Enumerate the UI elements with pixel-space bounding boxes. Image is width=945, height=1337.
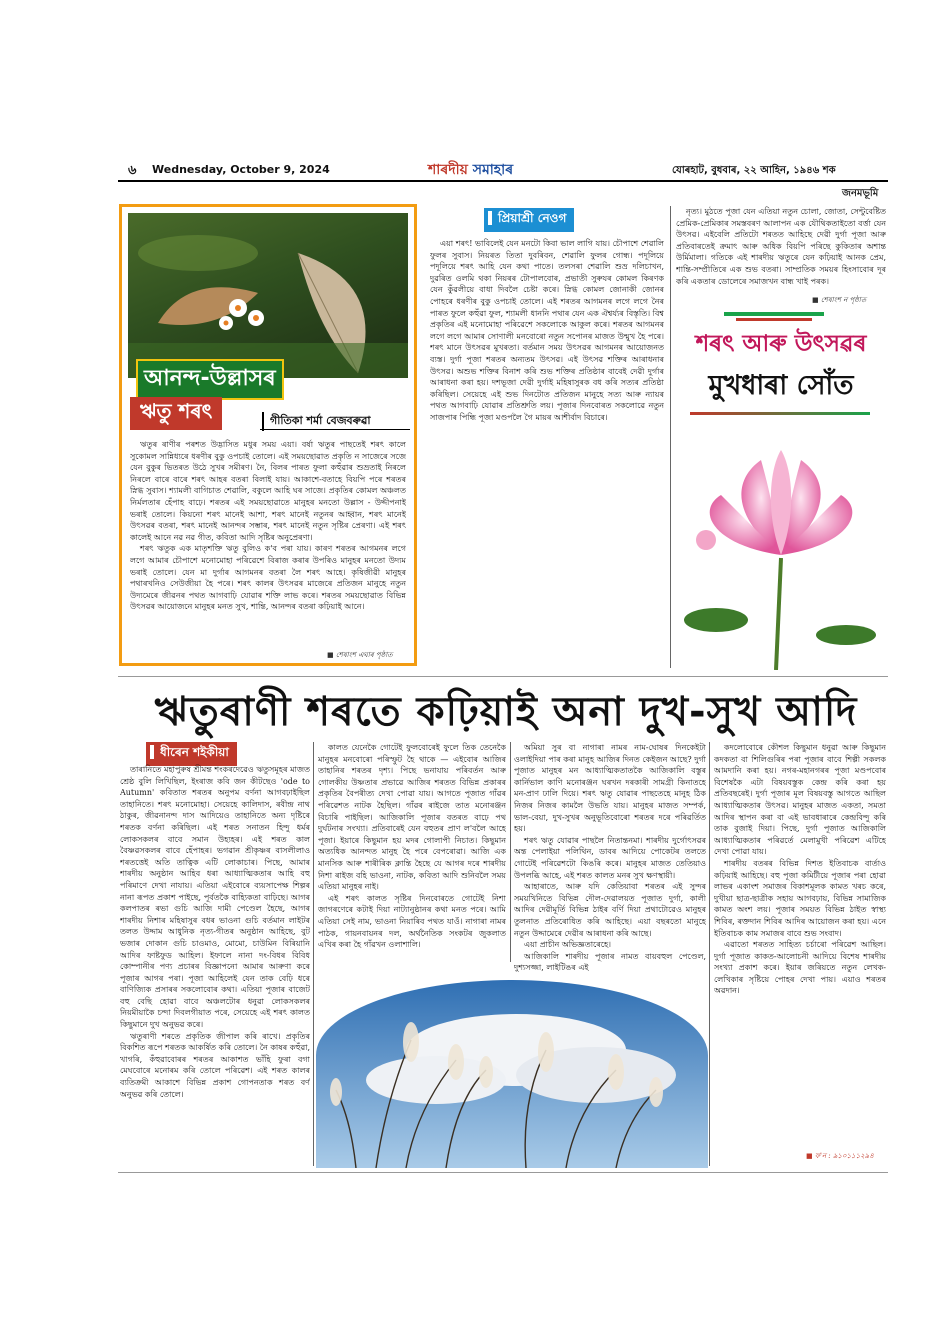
col3-para1: অমিয়া সুৰ বা নাগাৰা নামৰ নাম-ঘোষৰ দিনকেইটা ওলাইদিয়া পাৰ কৰা মানুহ আজিৰ দিনত কেইজন আছে? দুৰ্গা পূজাত মানুহৰ মন আধ্যাত্মিকতাতকৈ আজিকালি বস্তুৰ কাৰ্নিভাল কাণি মনোৰঞ্জন ঘৰখন দৰকাৰী সামগ্ৰী কিনাতহে মন-প্ৰাণ ঢালি দিয়ে। শৰৎ ঋতু যোৱাৰ পাছতেহে মানুহ ঠিক নিজৰ নিজৰ কামলৈ উভতি যায়। মানুহৰ মাজত সম্পৰ্ক, ভাল-বেয়া, দুখ-সুখৰ অনুভূতিবোৰো শৰতৰ দৰে পৰিৱৰ্তিত হয়। (514, 743, 706, 834)
date-assamese: যোৰহাট, বুধবাৰ, ২২ আহিন, ১৯৪৬ শক (672, 165, 836, 176)
author-underline (260, 429, 410, 430)
pampas-grass-photo (316, 980, 708, 1168)
masthead-logo: জনমভূমি (842, 188, 879, 199)
header-rule (118, 180, 888, 182)
col2-para1: কালত যেনেকৈ গোটেই ফুলবোৰেই ফুলে তিক তেনেকৈ মানুহৰ মনবোৰো পৰিস্ফুট হৈ থাকে — এইবোৰ আজিৰ তাহানিৰ শৰতৰ দৃশ্য। পিছে ভনাযায় পৰিবৰ্তন আৰু গোলকীয় উষ্ণতাৰ প্ৰভাৱে আজিৰ শৰতত বিভিন্ন প্ৰকাৰৰ প্ৰকৃতিৰ বৈপৰীত্য দেখা পোৱা যায়। আগতে পূজাত গাঁৱৰ পৰিৱেশত নাটক হৈছিল। গাঁৱৰ ৰাইজে তাত মনোৰঞ্জন বিচাৰি পাইছিল। আজিকালি পূজাৰ বতৰত বাঢ়ে পথ দুৰ্ঘটনাৰ সংখ্যা। প্ৰতিবাৰেই যেন বহুতৰ প্ৰাণ ল'বলৈ আহে পূজা। ইয়াৰে কিছুমান হয় মদৰ গোলাপী নিচাত। কিছুমান অত্যধিক আনন্দত মানুহ হৈ পৰে বেপৰোৱা। আজি এক মানসিক আৰু শাৰীৰিক ক্লান্তি হৈছে যে আগৰ দৰে শাৰদীয় নিশা ৰাইজ বহি ভাওনা, নাটক, কবিতা আদি শুনিবলৈ সময় এতিয়া মানুহৰ নাই। (318, 743, 506, 892)
article1-continued: ■ শেষাংশ এঘাৰ পৃষ্ঠাত (327, 651, 393, 659)
article1-author: গীতিকা শৰ্মা বেজবৰুৱা (262, 412, 371, 431)
column-divider-4 (709, 742, 710, 1166)
feature-title-line1: শৰৎ আৰু উৎসৱৰ (695, 331, 867, 357)
col3-para3: আহাৰাতে, আৰু যদি কেতিয়াবা শৰতৰ এই সুন্দৰ সময়খিনিতে বিভিন্ন দৌল-দেৱালয়ত পূজাত দুৰ্গা, কালী আদিৰ দেৱীমূৰ্তি বিভিন্ন ঠাইৰ বৰ্ণি দিয়া প্ৰথাটোৱেও মানুহৰ তুলনাত প্ৰতিৰোধিত কৰি আহিছে। এয়া বছৰতো মানুহে নতুন উদ্দামেৰে দেৱীৰ আৰাধনা কৰি আছে। (514, 882, 706, 938)
article1-title: ঋতু শৰৎ (130, 397, 222, 430)
article2-right-body (676, 206, 886, 288)
col3-para5: আজিকালি শাৰদীয় পূজাৰ নামত বায়বহুল পেণ্ডেল, দুশ্যসজ্জা, লাইটিঙৰ এই (514, 951, 706, 973)
lotus-photo (676, 420, 886, 670)
col1-para1: তাৰানিতে মহাপুৰুষ শ্ৰীমন্ত শংকৰদেৱেও ঋতুসমূহৰ মাজত শ্ৰেষ্ঠ বুলি লিখিছিল, ইংৰাজ কবি জন কীটছেও 'ode to Autumn' কবিতাত শৰতৰ অনুপম বৰ্ণনা আগবঢ়াইছিল তাহানিতে। শৰৎ মনোমোহা। সেয়েহে কালিদাস, ৰবীন্দ্ৰ নাথ ঠাকুৰ, জীৱনানন্দ দাস আদিয়েও তাহানিতে অন্য দৃষ্টিৰে শৰতক বৰ্ণনা কৰিছিল। এই শৰত সনাতন হিন্দু ধৰ্মৰ লোকসকলৰ বাবে সমান উহ্যহৰ। এই শৰত কাল বৈষ্ণৱসকলৰ বাবে হেঁপাহৰ। ভগৱান শ্ৰীকৃষ্ণৰ বাসলীলাও শৰতত্তেই অতি তাত্বিক এটি লোকাচাৰ। পিছে, আমাৰ শাৰদীয় অনুষ্ঠান আহিব ধৰা আধ্যাত্মিকতাৰ আহি বহু পৰিমাণে দেখা নাযায়। এতিয়া এইবোৰে ব্যয়সাপেক্ষ শিল্পৰ নানা ৰূপত প্ৰকাশ পাইছে, পূৰ্বতকৈ বাহ্যিকতা বাঢ়িছে। আগৰ কলপাতৰ ৰভা গুচি আজি দামী পেণ্ডেল হৈছে, আগৰ শাৰদীয় নিশাৰ মহিষাসুৰ বধৰ ভাওনা গুচি বৰ্তমান লাইটৰ তলত উদ্দাম আধুনিক নৃত্য-গীতৰ অনুষ্ঠান আহিছে, বুট ভজাৰ দোকান গুচি চাওমাও, মোমো, চাউমিন বিৰিয়ানি আদিৰ ফাষ্টফুড আহিল। ইফালে নানা দং-বিধৰ বিবিধ কোম্পানীৰ পণ্য প্ৰচাৰৰ বিজ্ঞাপনো আমাৰ আৰুণা কৰে পূজাৰ আগৰ পৰা। পূজা আহিলেই যেন তাক বেঢ়ি ধৰে বাণিজ্যিক প্ৰসাৰৰ সকলোবোৰ কথা। এতিয়া পূজাৰ বাজেট বহু বেছি হোৱা বাবে অঞ্চলটোৰ ধনুৱা লোকসকলৰ নিয়মীয়াকৈ চন্দা দিবলগীয়াত পৰে, সেয়েহে এই শৰৎ কালত কিছুমানে দুখ অনুভৱ কৰে। (120, 765, 310, 1030)
col2-para2: এই শৰৎ কালত সৃষ্টিৰ দিনবোৰতে গোটেই নিশা জাগৰণেৰে কটাই দিয়া নাট্যানুষ্ঠানৰ কথা মনত পৰে। আমি এতিয়া সেই নাম, ভাওনা নিয়াৰিব পথত যাওঁ। নাগাৰা নামৰ পাঠক, গায়নবায়নৰ দল, অৰ্থনৈতিক সংকটৰ জুকলাত এখিৰ কৰা হৈ গাঁৱখন ওলাশালি। (318, 893, 506, 950)
article1-box (119, 204, 417, 666)
article1-para1: ঋতুৰ ৰাণীৰ পৰশত উদ্ভাসিত মধুৰ সময় এয়া। বৰ্ষা ঋতুৰ পাছতেই শৰৎ কালে সুকোমল সান্নিধ্যৰে ধৰণীৰ বুকু ওপচাই তোলে। এই সময়ছোৱাত প্ৰকৃতি ন সাজেৰে সজে যেন বুকুৰ ভিতৰত উঠে সুখৰ সমীৰণ। নৈ, বিলৰ পাৰত ফুলা কহুঁৱাৰ শুভ্ৰতাই নিৰলে নিৰলে বাৰে বাৰে শৰৎ আহৰ বতৰা বিলাই যায়। আকাশে-বতাহে বিয়পি পৰে শৰতৰ স্নিগ্ধ সুবাস। শ্যামলী বাগিচাত শেৱালি, বকুলে আহি ঘৰ সাজে। প্ৰকৃতিৰ কোমল অঞ্চলত নিৰ্মলতাৰ হেঁপাহ বাঢ়ে। শৰতৰ এই সময়ছোৱাতে মানুহৰ মনতো উল্লাস - উদ্দীপনাই ভৰাই তোলে। কিয়নো শৰৎ মানেই আশা, শৰৎ মানেই নতুনৰ আহ্বান, শৰৎ মানেই উৎসৱৰ বতৰা, শৰৎ মানেই আনন্দৰ সম্ভাৰ, শৰৎ মানেই নতুন সৃষ্টিৰ প্ৰেৰণা। এই শৰৎ কালেই আনে নৱ নৱ গীত, কবিতা আদি সৃষ্টিৰ অনুপ্ৰেৰণা। (130, 440, 406, 542)
article1-body (130, 439, 406, 651)
column-divider-2 (313, 742, 314, 1166)
lotus-illustration (676, 420, 886, 670)
article2-right-para: নৃত্য। মুঠতে পূজা যেন এতিয়া নতুন চোলা, জোতা, সেন্টুবেষ্টিত প্ৰেমিক-প্ৰেমিকাৰ সমস্তবৰণ আলাপন এক যৌথিকতাইতো বৰ্ত্তা যেন উৎসৱ। এইবেলি প্ৰতিটো শৰতত আহিছে দেৱী দুৰ্গা পূজা আৰু প্ৰতিবাৰতেই ক্ৰমাৎ আৰু অধিক বিয়পি পৰিছে কুকিতাৰ অশান্ত উৰ্মিমালা। গতিকে এই শাৰদীয় ঋতুৰে যেন কঢ়িয়াই আনক প্ৰেম, শান্তি-সম্প্ৰীতিৰে এক শুভ বতৰা। সাম্প্ৰতিক সময়ৰ হিংসাবোৰ দূৰ কৰি একতাৰ ডোলেৰে সমাজখন বান্ধ খাই পৰক। (676, 207, 886, 286)
article3-signature: ■ ফ'ন : ৯১০১১১২৯৪ (806, 1152, 874, 1160)
article1-para2: শৰৎ ঋতুক এক মাতৃশক্তি ঋতু বুলিও ক'ব পৰা যায়। কাৰণ শৰতৰ আগমনৰ লগে লগে আমাৰ চৌপাশে মনোমোহা পৰিৱেশে বিৰাজ কৰাৰ উপৰিও মানুহৰ মনতো উদ্যম ভৰাই তোলে। যেন মা দুৰ্গাৰ আগমনৰ বতৰা লৈ শৰৎ আহে। কৃষিজীৱী মানুহৰ পথাৰখনিও সেউজীয়া হৈ পৰে। শৰৎ কালৰ উৎসৱৰ মাজেৰে প্ৰতিজন মানুহে নতুন উদ্যমেৰে জীৱনৰ পথত আগবাঢ়ি যোৱাৰ শক্তি লাভ কৰে। শৰতৰ সময়ছোৱাত বিভিন্ন উৎসৱৰ আয়োজনে মানুহৰ মনত সুখ, শান্তি, আনন্দৰ বতৰা কঢ়িয়াই আনে। (130, 544, 406, 612)
feature-title-line2: মুখধাৰা সোঁত (708, 370, 854, 401)
article3-headline: ঋতুৰাণী শৰতে কঢ়িয়াই অনা দুখ-সুখ আদি (154, 689, 858, 735)
article3-author (146, 742, 237, 766)
article2-continued: ■ শেষাংশ ন পৃষ্ঠাত (812, 296, 867, 304)
date-english: Wednesday, October 9, 2024 (152, 163, 330, 176)
article2-para: এয়া শৰৎ! ভাবিলেই যেন মনটো কিবা ভাল লাগি যায়। চৌপাশে শেৱালি ফুলৰ সুবাস। নিয়ৰত তিতা দুবৰিবন, শেৱালি ফুলৰ গোন্ধ। পদূলিয়ে পদূলিয়ে শৰৎ আহি যেন কথা পাতে। তলসৰা শেৱালি শুভ্ৰ দলিচাখন, দুৱৰিত ওলমি থকা নিয়ৰৰ টোপালবোৰ, প্ৰভাতী সুৰুযৰ কোমল কিৰণক যেন কুঁৱলীয়ে বাধা দিবলৈ চেষ্টা কৰে। স্নিগ্ধ কোমল জোনাকী জোনৰ পোহৰে ধৰণীৰ বুকু ওপচাই তোলে। এই শৰতৰ আগমনৰ লগে লগে নৈৰ পাৰত ফুলে কহুঁৱা ফুল, শ্যামলী ধাননি পথাৰ যেন এক ঐশ্বৰ্য্যৰ বিস্তৃতি। বিশ্ব প্ৰকৃতিৰ এই মনোমোহা পৰিৱেশে সকলোকে আকুল কৰে। শৰতৰ আগমনৰ লগে লগে আমাৰ সোণালী মনবোৰো নতুন সপোনৰ মাজত উন্মুখ হৈ পৰে। শৰৎ মানে উৎসৱৰ মুখৰতা। বৰ্তমান সময় উৎসৱৰ আগমনৰ আয়োজনত ব্যস্ত। দুৰ্গা পূজা শৰতৰ অন্যতম উৎসৱ। এই উৎসৱ শক্তিৰ আৰাধনাৰ উৎসৱ। অশুভ শক্তিৰ বিনাশ কৰি শুভ শক্তিৰ প্ৰতিষ্ঠাৰ বাবেই দেৱী দুৰ্গাৰ আৰাধনা কৰা হয়। দশভূজা দেৱী দুৰ্গাই মহিষাসুৰক বধ কৰি সত্যৰ প্ৰতিষ্ঠা কৰিছিল। সেয়েহে এই শুভ দিনটোত প্ৰতিজন মানুহে সত্য আৰু ন্যায়ৰ পথত আগবাঢ়ি যোৱাৰ প্ৰতিশ্ৰুতি লয়। পূজাৰ দিনবোৰত সকলোৱে নতুন সাজপাৰ পিন্ধি পূজা মণ্ডপলৈ গৈ মায়ৰ আশীৰ্বাদ বিচাৰে। (430, 239, 664, 422)
section-logo (428, 158, 513, 182)
logo-part2: সমাহাৰ (472, 162, 514, 178)
article2-author (484, 208, 574, 232)
article3-col2 (318, 742, 506, 994)
headline-top-rule (118, 676, 888, 677)
col3-para2: শৰৎ ঋতু যোৱাৰ পাছলৈ নিতান্তনমা। শাৰদীয় দুৰ্গোৎসৱৰ অন্ত পেলাইয়া পলিথিন, ডাবৰ আদিয়ে পোকেটৰ তলতে গোটেই পৰিৱেশটো কিঙৰি কৰে। মানুহৰ মাজত তেতিয়াও উপলব্ধি আহে, এই শৰত কালত মনৰ সুখ ক্ষণস্থায়ী। (514, 835, 706, 880)
column-divider-3 (510, 742, 511, 962)
page-number: ৬ (128, 163, 137, 178)
col4-para3: এৱাতো শৰতত সাহিত্য চৰ্চাৰো পৰিৱেশ আছিল। দুৰ্গা পূজাত কাকত-আলোচনী আদিয়ে বিশেষ শাৰদীয় সংখ্যা প্ৰকাশ কৰে। ইয়াৰ জৰিয়তে নতুন লেখক-লেখিকাৰ সৃষ্টিয়ে পোহৰ দেখা পায়। এয়াও শৰতৰ অৱদান। (714, 940, 886, 996)
article3-author-text: ধীৰেন শইকীয়া (160, 745, 229, 759)
col3-para4: এয়া প্ৰাচীন অভিজ্ঞতাৰেহে। (524, 940, 612, 950)
feature-top-bars (724, 312, 824, 316)
leaves-photo (128, 213, 408, 378)
article3-col1 (120, 764, 310, 1164)
feature-bottom-bar (690, 412, 870, 415)
feature-top-bar-red (736, 318, 812, 321)
footer-rule (118, 1172, 888, 1173)
article2-author-text: প্ৰিয়াশ্ৰী নেওগ (498, 211, 567, 225)
leaf-flower-illustration (128, 213, 408, 378)
col1-para2: ঋতুৰাণী শৰতে প্ৰকৃতিক জীপাল কৰি ৰাখে। প্ৰকৃতিৰ বিকশিত ৰূপে শৰতক আকৰ্ষিত কৰি তোলে। নৈ কাষৰ কহুঁৱা, খাগৰি, কঁহুৱাবোৰৰ শৰতৰ আকাশত ভাঁহি ফুৰা বগা মেঘবোৰে মনোৰম কৰি তোলে পৰিৱেশ। এই শৰত কালৰ ব্যতিক্ৰমী আকাশে বিভিন্ন প্ৰকাশ গোপনতাক শৰত বৰ্ণ অনুভৱ কৰি তোলে। (120, 1031, 310, 1099)
logo-part1: শাৰদীয় (428, 162, 468, 178)
pampas-illustration (316, 980, 708, 1168)
column-divider-1 (670, 206, 671, 668)
col4-para1: কদলোবোৰে কৌশল কিছুমান ধনুৱা আৰু কিছুমান কদকতা বা শিলিগুৰিৰ পৰা পূজাৰ বাবে শিল্পী সকলক আমদানি কৰা হয়। নগৰ-মহানগৰৰ পূজা মণ্ডপবোৰ বিশেষকৈ এটা বিষয়বস্তুক কেন্দ্ৰ কৰি কৰা হয় প্ৰতিবছৰেই। দুৰ্গা পূজাৰ মূল বিষয়বস্তু আগতে আছিল আধ্যাত্মিকতাৰ উৎসৱ। মানুহৰ মাজত একতা, সমতা আদিৰ স্থাপন কৰা বা এই ভাবধাৰাৰে কেন্দ্ৰবিন্দু কৰি তাক বুজাই দিয়া। পিছে, দুৰ্গা পূজাত আজিকালি আধ্যাত্মিকতাৰ পৰিৱৰ্তে মেলামুখী পৰিৱেশ এটিহে দেখা পোৱা যায়। (714, 743, 886, 857)
article3-col3 (514, 742, 706, 994)
banner-text: আনন্দ-উল্লাসৰ (136, 359, 284, 400)
col4-para2: শাৰদীয় বতৰৰ বিভিন্ন দিশত ইতিবাচক বাৰ্তাও কঢ়িয়াই আহিছে। বহু পূজা কমিটীয়ে পূজাৰ পৰা হোৱা লাভৰ একাংশ সমাজৰ বিকাশমূলক কামত খৰচ কৰে, দুখীয়া ছাত্ৰ-ছাত্ৰীক সহায় আগবঢ়ায়, বিভিন্ন সামাজিক কামত অংশ লয়। পূজাৰ সময়ত বিভিন্ন ঠাইত স্বাস্থ্য শিবিৰ, ৰক্তদান শিবিৰ আদিৰ আয়োজন কৰা হয়। এনে ইতিবাচক কাম সমাজৰ বাবে শুভ সংবাদ। (714, 858, 886, 938)
article3-col4 (714, 742, 886, 1144)
article2-body (430, 238, 664, 668)
